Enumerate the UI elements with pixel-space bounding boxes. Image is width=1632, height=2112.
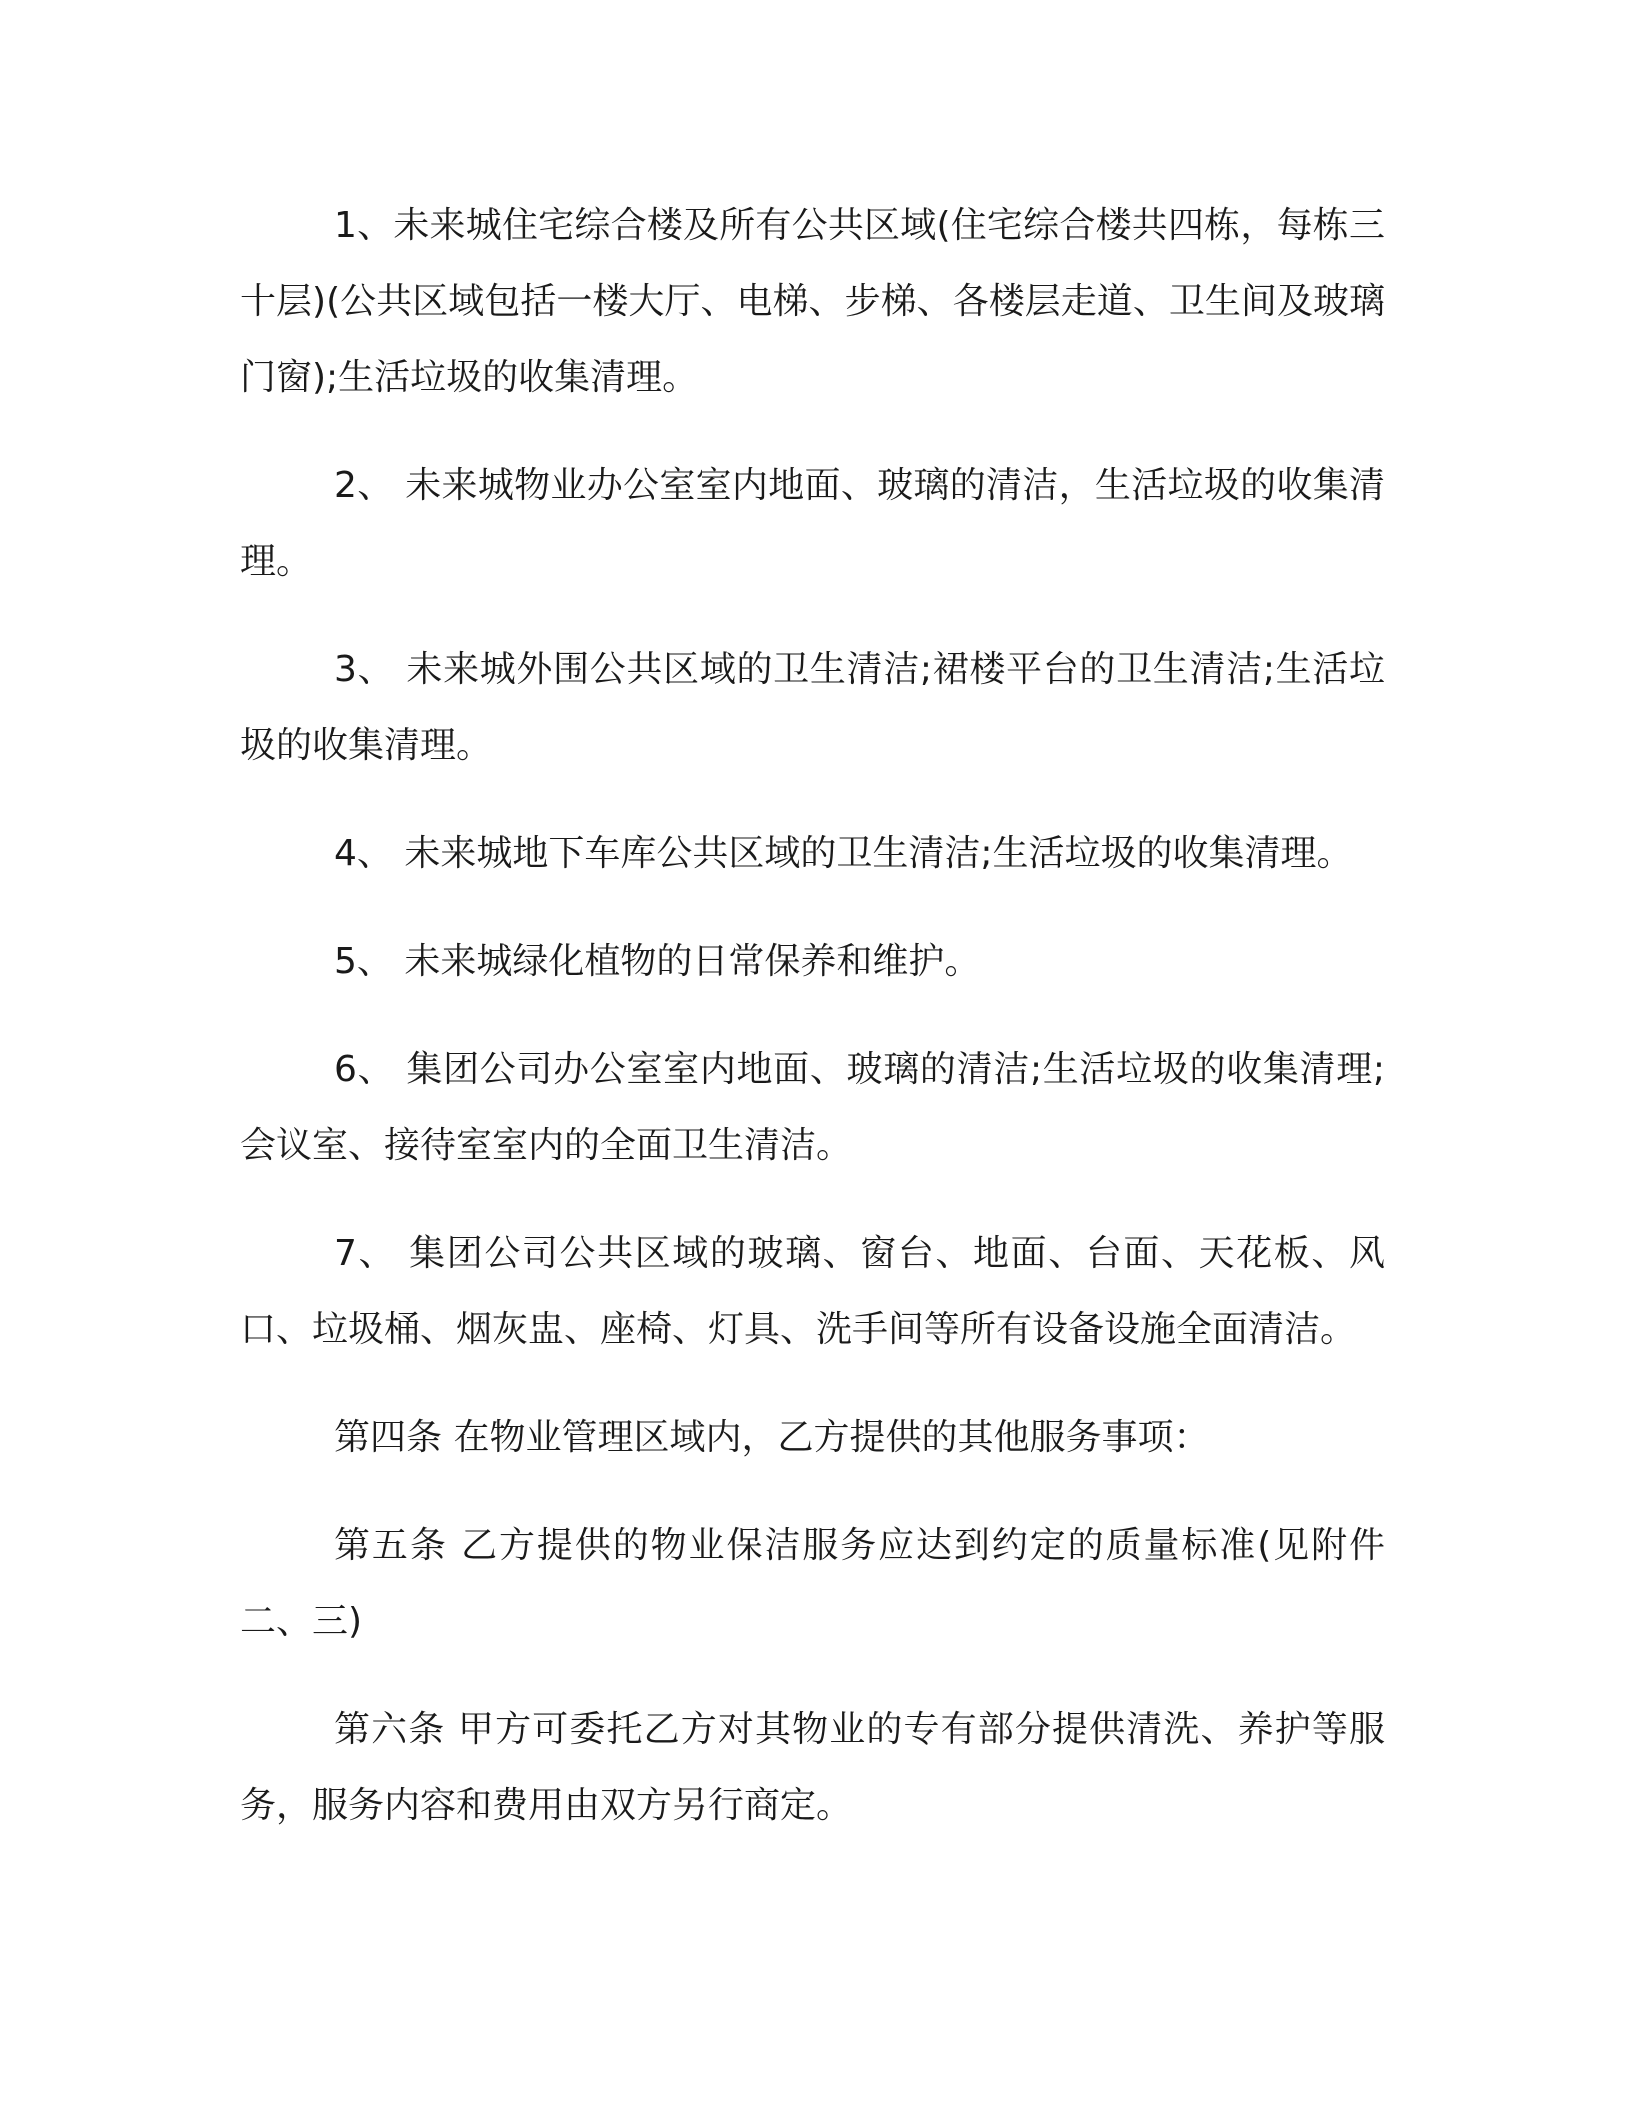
paragraph-item-2: 2、 未来城物业办公室室内地面、玻璃的清洁，生活垃圾的收集清理。 bbox=[240, 465, 1385, 582]
article-4: 第四条 在物业管理区域内，乙方提供的其他服务事项： bbox=[334, 1417, 1210, 1458]
paragraph-item-4: 4、 未来城地下车库公共区域的卫生清洁;生活垃圾的收集清理。 bbox=[334, 833, 1353, 874]
paragraph-item-7: 7、 集团公司公共区域的玻璃、窗台、地面、台面、天花板、风口、垃圾桶、烟灰盅、座椅、灯具、洗手间等所有设备设施全面清洁。 bbox=[240, 1233, 1385, 1350]
paragraph-item-5: 5、 未来城绿化植物的日常保养和维护。 bbox=[334, 941, 981, 982]
article-6: 第六条 甲方可委托乙方对其物业的专有部分提供清洗、养护等服务，服务内容和费用由双方另行商定。 bbox=[240, 1709, 1385, 1826]
article-5: 第五条 乙方提供的物业保洁服务应达到约定的质量标准(见附件二、三) bbox=[240, 1525, 1385, 1642]
paragraph-item-3: 3、 未来城外围公共区域的卫生清洁;裙楼平台的卫生清洁;生活垃圾的收集清理。 bbox=[240, 649, 1385, 766]
document-body bbox=[240, 188, 1385, 1876]
paragraph-item-1: 1、未来城住宅综合楼及所有公共区域(住宅综合楼共四栋，每栋三十层)(公共区域包括一楼大厅、电梯、步梯、各楼层走道、卫生间及玻璃门窗);生活垃圾的收集清理。 bbox=[240, 205, 1385, 398]
paragraph-item-6: 6、 集团公司办公室室内地面、玻璃的清洁;生活垃圾的收集清理;会议室、接待室室内的全面卫生清洁。 bbox=[240, 1049, 1385, 1166]
